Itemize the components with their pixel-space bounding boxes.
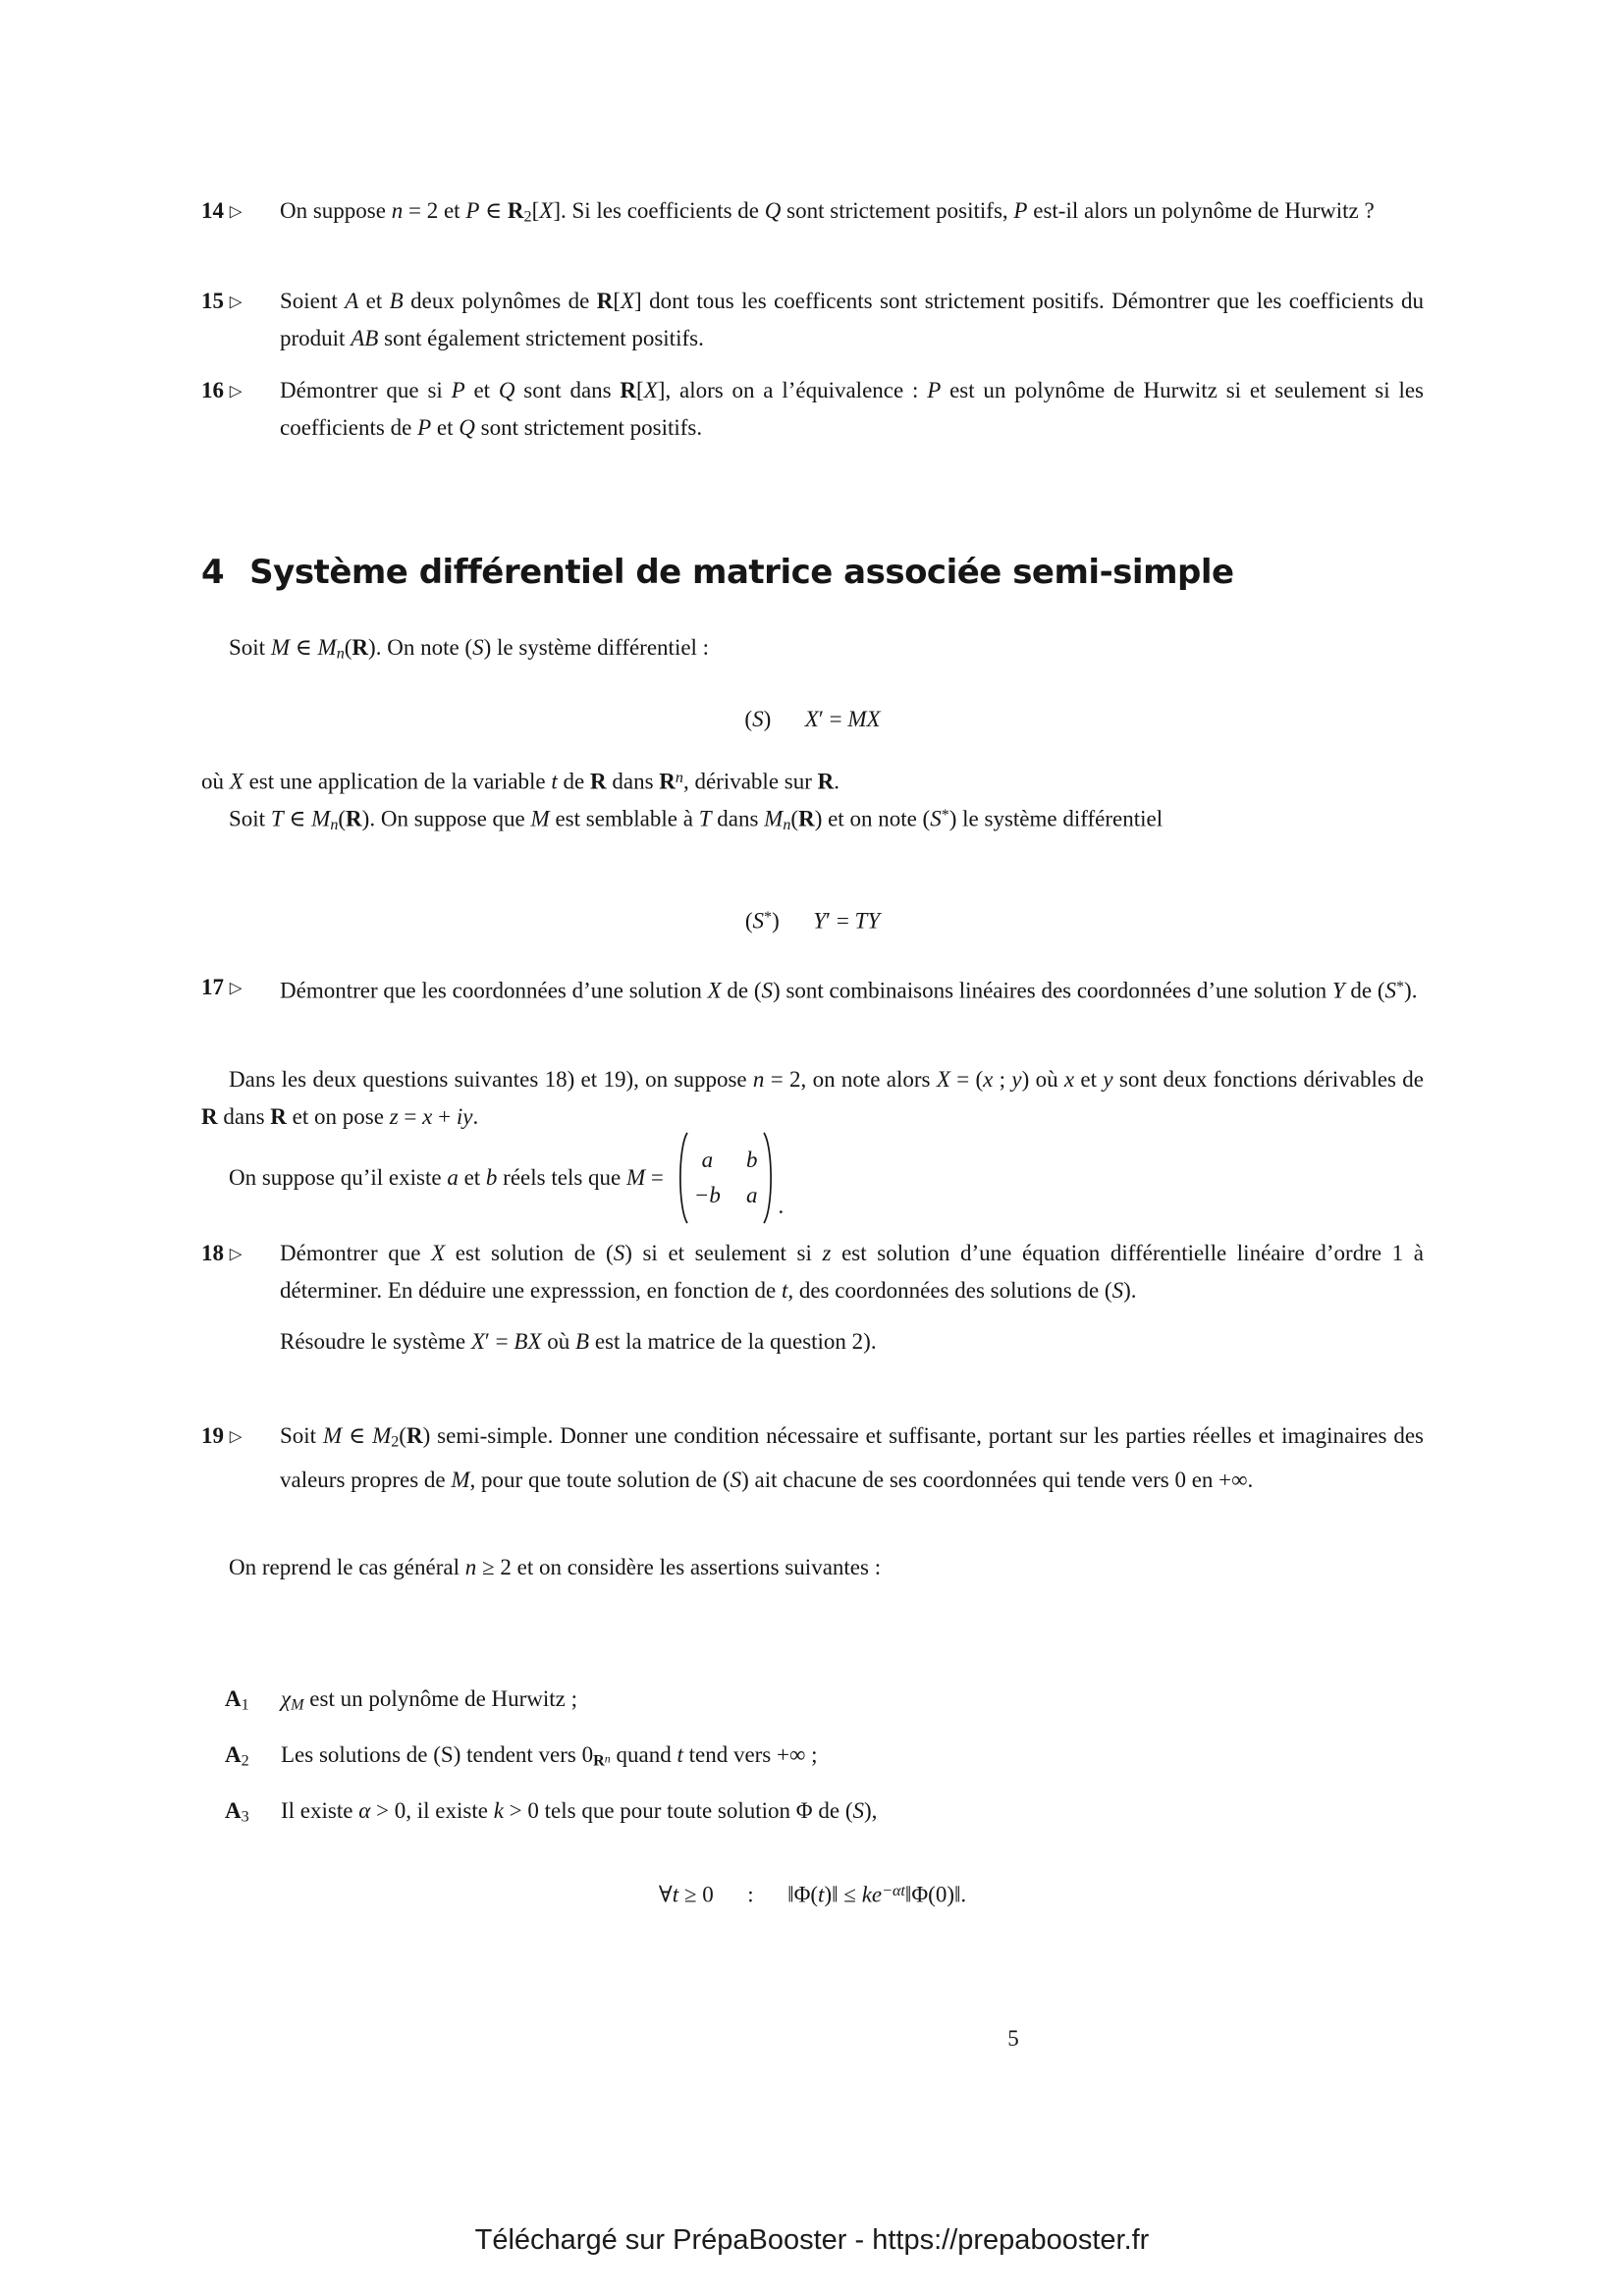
matrix-m	[674, 1131, 784, 1225]
matrix-cell: b	[745, 1148, 758, 1172]
assertion-a1-label: $A_1$	[225, 1686, 249, 1714]
question-number: 17	[201, 975, 224, 999]
right-paren-icon	[761, 1131, 778, 1225]
page-number: 5	[1007, 2026, 1019, 2051]
matrix-cells	[690, 1144, 762, 1212]
question-number: 15	[201, 289, 224, 313]
footer-watermark: Téléchargé sur PrépaBooster - https://prepabooster.fr	[474, 2224, 1150, 2256]
question-number: 19	[201, 1423, 224, 1448]
question-number: 16	[201, 378, 224, 402]
matrix-cell: −b	[693, 1183, 721, 1207]
assertion-a2-label: $A_2$	[225, 1742, 249, 1770]
paragraph-reprend: On reprend le cas général n ≥ 2 et on considère les assertions suivantes :	[229, 1555, 882, 1579]
triangle-marker-icon: ▷	[229, 201, 243, 221]
question-15-text: Soient A et B deux polynômes de R[X] dont tous les coefficents sont strictement positifs. Démontrer que les coefficients du produit AB sont également strictement positifs.	[280, 289, 1425, 350]
question-18-paragraph-1: Démontrer que X est solution de (S) si et seulement si z est solution d’une équation différentielle linéaire d’ordre 1 à déterminer. En déduire une expresssion, en fonction de t, des coordonnées des solutions de (S).	[280, 1241, 1425, 1303]
question-15-label	[201, 283, 280, 320]
question-19-text: Soit M ∈ $M_2(R)$ semi-simple. Donner une condition nécessaire et suffisante, portant sur les parties réelles et imaginaires des valeurs propres de M, pour que toute solution de (S) ait chacune de ses coordonnées qui tende vers 0 en +∞.	[280, 1423, 1424, 1492]
assertion-a3-text: Il existe α > 0, il existe k > 0 tels que pour toute solution Φ de (S),	[281, 1798, 878, 1823]
question-16-text: Démontrer que si P et Q sont dans R[X], alors on a l’équivalence : P est un polynôme de Hurwitz si et seulement si les coefficients de P et Q sont strictement positifs.	[280, 378, 1424, 440]
question-19-label	[201, 1417, 280, 1455]
question-14-text: On suppose n = 2 et P ∈ $R_2[X]$. Si les coefficients de Q sont strictement positifs, P est-il alors un polynôme de Hurwitz ?	[280, 198, 1375, 226]
formula-system-s: (S) X′ = MX	[744, 707, 881, 731]
assertion-a3-label: $A_3$	[225, 1798, 249, 1826]
matrix-period: .	[778, 1194, 785, 1218]
section-number: 4	[201, 553, 225, 592]
paragraph-intro: Soit M ∈ Mn(R). On note (S) le système différentiel :	[229, 635, 710, 663]
assertion-a1-text: χM est un polynôme de Hurwitz ;	[281, 1686, 578, 1714]
triangle-marker-icon: ▷	[229, 978, 243, 997]
triangle-marker-icon: ▷	[229, 381, 243, 400]
question-18-text	[280, 1235, 1424, 1361]
question-17	[201, 969, 1424, 1009]
question-15	[201, 283, 1424, 357]
question-18-paragraph-2: Résoudre le système X′ = BX où B est la matrice de la question 2).	[280, 1329, 877, 1354]
question-14	[201, 192, 1424, 237]
triangle-marker-icon: ▷	[229, 1426, 243, 1446]
paragraph-matrix	[201, 1131, 1424, 1225]
question-14-label	[201, 192, 280, 230]
question-18-label	[201, 1235, 280, 1272]
question-number: 18	[201, 1241, 224, 1265]
question-17-label	[201, 969, 280, 1006]
question-number: 14	[201, 198, 224, 223]
matrix-intro-text: On suppose qu’il existe a et b réels tels que M =	[229, 1165, 664, 1190]
triangle-marker-icon: ▷	[229, 1244, 243, 1263]
question-19	[201, 1417, 1424, 1499]
assertion-a2	[225, 1736, 1424, 1781]
assertion-a2-text: Les solutions de (S) tendent vers 0Rn quand t tend vers +∞ ;	[281, 1742, 818, 1770]
question-18	[201, 1235, 1424, 1361]
left-paren-icon	[674, 1131, 690, 1225]
matrix-cell: a	[745, 1183, 758, 1207]
assertion-a1	[225, 1681, 1424, 1725]
paragraph-dans: Dans les deux questions suivantes 18) et 19), on suppose n = 2, on note alors X = (x ; y) où x et y sont deux fonctions dérivables de R dans R et on pose z = x + iy.	[201, 1067, 1425, 1129]
question-16-label	[201, 372, 280, 409]
paragraph-soit-t: Soit T ∈ Mn(R). On suppose que M est semblable à T dans Mn(R) et on note (S*) le système différentiel	[229, 806, 1164, 833]
section-heading	[201, 552, 1424, 593]
question-16	[201, 372, 1424, 447]
matrix-cell: a	[701, 1148, 714, 1172]
question-17-text: Démontrer que les coordonnées d’une solution X de (S) sont combinaisons linéaires des coordonnées d’une solution Y de (S*).	[280, 978, 1418, 1003]
formula-norm-bound: ∀t ≥ 0 : ‖Φ(t)‖ ≤ $ke^{-\alpha t}‖\Phi(0)‖$.	[658, 1882, 967, 1907]
assertion-a3	[225, 1792, 1424, 1837]
triangle-marker-icon: ▷	[229, 292, 243, 311]
paragraph-where-x: où X est une application de la variable t de R dans $R^n$, dérivable sur R.	[201, 769, 840, 794]
section-title: Système différentiel de matrice associée semi-simple	[249, 553, 1234, 592]
formula-system-s-star: (S*) Y′ = TY	[744, 908, 881, 934]
